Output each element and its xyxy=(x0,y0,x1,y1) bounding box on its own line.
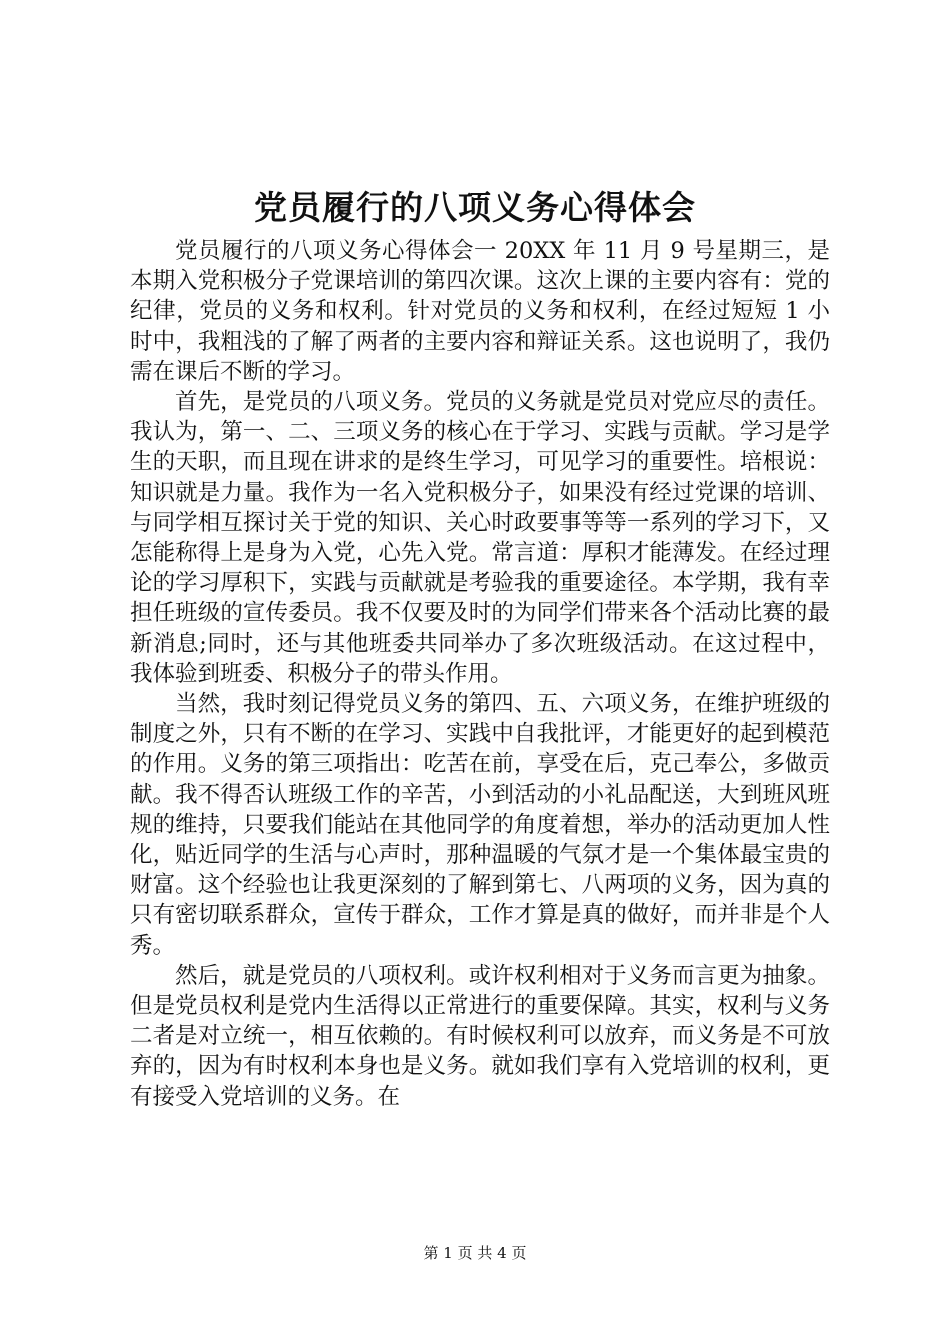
page-footer: 第 1 页 共 4 页 xyxy=(423,1244,527,1262)
paragraph-3: 当然，我时刻记得党员义务的第四、五、六项义务，在维护班级的制度之外，只有不断的在学习、实践中自我批评，才能更好的起到模范的作用。义务的第三项指出：吃苦在前，享受在后，克己奉公，多做贡献。我不得否认班级工作的辛苦，小到活动的小礼品配送，大到班风班规的维持，只要我们能站在其他同学的角度着想，举办的活动更加人性化，贴近同学的生活与心声时，那种温暖的气氛才是一个集体最宝贵的财富。这个经验也让我更深刻的了解到第七、八两项的义务，因为真的只有密切联系群众，宣传于群众，工作才算是真的做好，而并非是个人秀。 xyxy=(130,691,830,959)
paragraph-4: 然后，就是党员的八项权利。或许权利相对于义务而言更为抽象。但是党员权利是党内生活得以正常进行的重要保障。其实，权利与义务二者是对立统一，相互依赖的。有时候权利可以放弃，而义务是不可放弃的，因为有时权利本身也是义务。就如我们享有入党培训的权利，更有接受入党培训的义务。在 xyxy=(130,962,830,1110)
document-title: 党员履行的八项义务心得体会 xyxy=(254,188,696,227)
paragraph-2: 首先，是党员的八项义务。党员的义务就是党员对党应尽的责任。我认为，第一、二、三项义务的核心在于学习、实践与贡献。学习是学生的天职，而且现在讲求的是终生学习，可见学习的重要性。培根说：知识就是力量。我作为一名入党积极分子，如果没有经过党课的培训、与同学相互探讨关于党的知识、关心时政要事等等一系列的学习下，又怎能称得上是身为入党，心先入党。常言道：厚积才能薄发。在经过理论的学习厚积下，实践与贡献就是考验我的重要途径。本学期，我有幸担任班级的宣传委员。我不仅要及时的为同学们带来各个活动比赛的最新消息;同时，还与其他班委共同举办了多次班级活动。在这过程中，我体验到班委、积极分子的带头作用。 xyxy=(130,389,830,687)
document-body xyxy=(130,236,830,1112)
paragraph-1: 党员履行的八项义务心得体会一 20XX 年 11 月 9 号星期三，是本期入党积极分子党课培训的第四次课。这次上课的主要内容有：党的纪律，党员的义务和权利。针对党员的义务和权利，在经过短短 1 小时中，我粗浅的了解了两者的主要内容和辩证关系。这也说明了，我仍需在课后不断的学习。 xyxy=(130,238,830,385)
